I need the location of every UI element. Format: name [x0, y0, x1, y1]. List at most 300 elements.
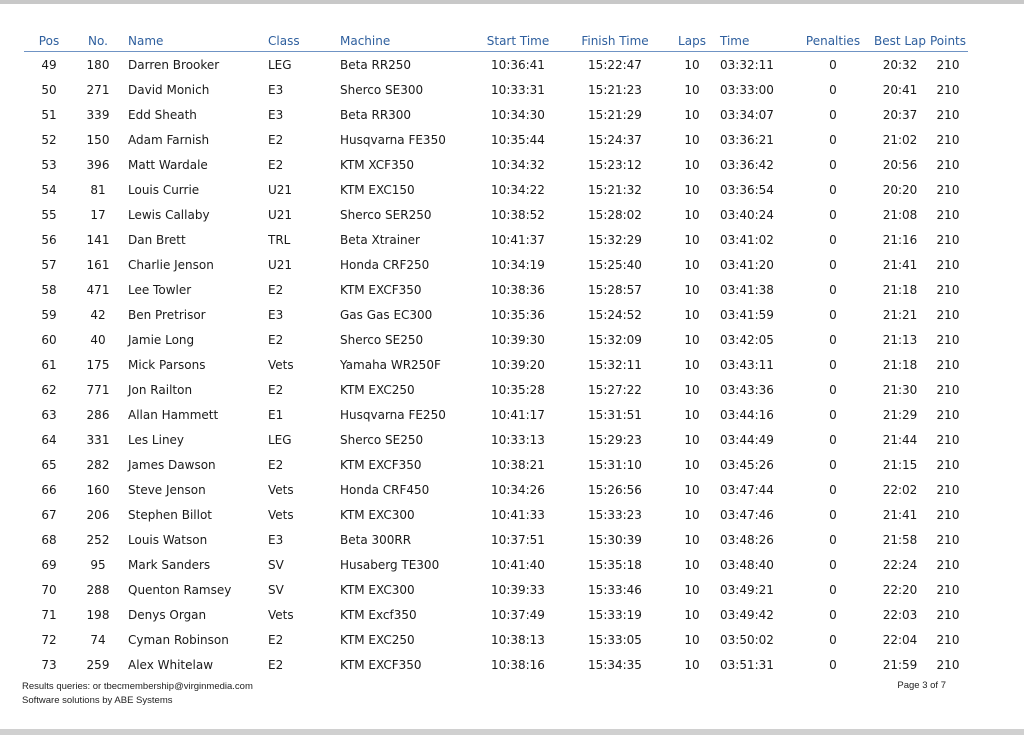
cell-penalties: 0 — [829, 307, 837, 322]
page-number: Page 3 of 7 — [897, 680, 946, 691]
cell-points: 210 — [936, 307, 960, 322]
table-row — [24, 577, 968, 602]
cell-rider-name: Jamie Long — [128, 332, 195, 347]
table-row — [24, 302, 968, 327]
cell-laps: 10 — [684, 232, 700, 247]
cell-best-lap: 21:08 — [882, 207, 918, 222]
cell-pos: 52 — [41, 132, 57, 147]
cell-rider-number: 331 — [86, 432, 110, 447]
cell-penalties: 0 — [829, 407, 837, 422]
cell-best-lap: 21:58 — [882, 532, 918, 547]
cell-laps: 10 — [684, 82, 700, 97]
cell-laps: 10 — [684, 557, 700, 572]
cell-start-time: 10:35:36 — [491, 307, 545, 322]
cell-best-lap: 20:41 — [882, 82, 918, 97]
cell-machine: Honda CRF250 — [340, 257, 430, 272]
cell-machine: Husqvarna FE350 — [340, 132, 446, 147]
cell-finish-time: 15:28:02 — [588, 207, 642, 222]
cell-machine: Beta RR300 — [340, 107, 412, 122]
cell-finish-time: 15:21:29 — [588, 107, 642, 122]
cell-best-lap: 21:13 — [882, 332, 918, 347]
cell-time: 03:47:44 — [720, 482, 774, 497]
cell-penalties: 0 — [829, 182, 837, 197]
cell-points: 210 — [936, 582, 960, 597]
cell-start-time: 10:41:40 — [491, 557, 545, 572]
cell-rider-name: Mark Sanders — [128, 557, 211, 572]
cell-penalties: 0 — [829, 557, 837, 572]
cell-rider-number: 339 — [86, 107, 110, 122]
cell-best-lap: 21:29 — [882, 407, 918, 422]
cell-rider-name: Louis Watson — [128, 532, 208, 547]
cell-finish-time: 15:32:29 — [588, 232, 642, 247]
cell-finish-time: 15:25:40 — [588, 257, 642, 272]
cell-laps: 10 — [684, 107, 700, 122]
cell-finish-time: 15:31:51 — [588, 407, 642, 422]
table-row — [24, 252, 968, 277]
cell-laps: 10 — [684, 432, 700, 447]
cell-time: 03:41:38 — [720, 282, 774, 297]
cell-pos: 49 — [41, 57, 57, 72]
cell-laps: 10 — [684, 357, 700, 372]
cell-machine: KTM Excf350 — [340, 607, 417, 622]
cell-pos: 58 — [41, 282, 57, 297]
table-row — [24, 227, 968, 252]
header-class[interactable]: Class — [268, 31, 340, 52]
cell-penalties: 0 — [829, 507, 837, 522]
cell-time: 03:47:46 — [720, 507, 774, 522]
table-row — [24, 452, 968, 477]
cell-machine: Beta Xtrainer — [340, 232, 420, 247]
cell-rider-number: 396 — [86, 157, 110, 172]
header-name[interactable]: Name — [122, 31, 268, 52]
cell-penalties: 0 — [829, 107, 837, 122]
cell-laps: 10 — [684, 307, 700, 322]
cell-points: 210 — [936, 457, 960, 472]
cell-machine: Sherco SE250 — [340, 432, 424, 447]
cell-start-time: 10:35:44 — [491, 132, 545, 147]
cell-laps: 10 — [684, 182, 700, 197]
cell-rider-number: 252 — [86, 532, 110, 547]
cell-class: LEG — [268, 57, 292, 72]
table-row — [24, 652, 968, 677]
cell-pos: 72 — [41, 632, 57, 647]
cell-class: SV — [268, 557, 284, 572]
cell-pos: 54 — [41, 182, 57, 197]
cell-pos: 57 — [41, 257, 57, 272]
cell-start-time: 10:39:30 — [491, 332, 545, 347]
cell-rider-number: 74 — [90, 632, 106, 647]
cell-points: 210 — [936, 557, 960, 572]
cell-start-time: 10:36:41 — [491, 57, 545, 72]
cell-rider-number: 160 — [86, 482, 110, 497]
cell-start-time: 10:34:22 — [491, 182, 545, 197]
cell-finish-time: 15:35:18 — [588, 557, 642, 572]
cell-penalties: 0 — [829, 232, 837, 247]
cell-points: 210 — [936, 182, 960, 197]
cell-machine: Gas Gas EC300 — [340, 307, 433, 322]
cell-rider-name: Darren Brooker — [128, 57, 220, 72]
cell-penalties: 0 — [829, 582, 837, 597]
cell-points: 210 — [936, 282, 960, 297]
cell-pos: 71 — [41, 607, 57, 622]
cell-time: 03:51:31 — [720, 657, 774, 672]
cell-time: 03:45:26 — [720, 457, 774, 472]
table-row — [24, 177, 968, 202]
cell-start-time: 10:41:33 — [491, 507, 545, 522]
cell-penalties: 0 — [829, 457, 837, 472]
cell-rider-number: 282 — [86, 457, 110, 472]
cell-rider-number: 771 — [86, 382, 110, 397]
cell-penalties: 0 — [829, 432, 837, 447]
cell-points: 210 — [936, 482, 960, 497]
cell-machine: KTM EXC300 — [340, 507, 415, 522]
table-row — [24, 77, 968, 102]
cell-best-lap: 21:41 — [882, 257, 918, 272]
cell-points: 210 — [936, 382, 960, 397]
cell-rider-number: 271 — [86, 82, 110, 97]
cell-pos: 51 — [41, 107, 57, 122]
cell-points: 210 — [936, 57, 960, 72]
cell-time: 03:43:11 — [720, 357, 774, 372]
cell-start-time: 10:33:31 — [491, 82, 545, 97]
table-row — [24, 602, 968, 627]
cell-pos: 68 — [41, 532, 57, 547]
cell-finish-time: 15:21:23 — [588, 82, 642, 97]
cell-start-time: 10:41:17 — [491, 407, 545, 422]
cell-rider-number: 95 — [90, 557, 106, 572]
table-row — [24, 377, 968, 402]
cell-best-lap: 21:41 — [882, 507, 918, 522]
cell-rider-name: Matt Wardale — [128, 157, 208, 172]
cell-points: 210 — [936, 107, 960, 122]
cell-machine: Sherco SE250 — [340, 332, 424, 347]
cell-class: E2 — [268, 382, 284, 397]
cell-class: E2 — [268, 132, 284, 147]
cell-start-time: 10:39:33 — [491, 582, 545, 597]
cell-rider-number: 17 — [90, 207, 106, 222]
cell-machine: KTM EXC300 — [340, 582, 415, 597]
cell-rider-name: Edd Sheath — [128, 107, 197, 122]
cell-start-time: 10:34:26 — [491, 482, 545, 497]
cell-laps: 10 — [684, 582, 700, 597]
cell-penalties: 0 — [829, 82, 837, 97]
table-row — [24, 127, 968, 152]
cell-rider-name: Mick Parsons — [128, 357, 206, 372]
cell-rider-name: Allan Hammett — [128, 407, 219, 422]
cell-rider-name: Charlie Jenson — [128, 257, 214, 272]
cell-best-lap: 22:04 — [882, 632, 918, 647]
cell-machine: KTM EXCF350 — [340, 457, 422, 472]
cell-best-lap: 20:37 — [882, 107, 918, 122]
cell-class: E2 — [268, 282, 284, 297]
cell-rider-name: Alex Whitelaw — [128, 657, 214, 672]
cell-start-time: 10:35:28 — [491, 382, 545, 397]
cell-finish-time: 15:29:23 — [588, 432, 642, 447]
header-pos[interactable]: Pos — [24, 31, 74, 52]
cell-machine: KTM EXCF350 — [340, 282, 422, 297]
cell-finish-time: 15:34:35 — [588, 657, 642, 672]
cell-machine: KTM XCF350 — [340, 157, 414, 172]
cell-machine: Sherco SE300 — [340, 82, 424, 97]
cell-finish-time: 15:30:39 — [588, 532, 642, 547]
cell-penalties: 0 — [829, 282, 837, 297]
cell-finish-time: 15:21:32 — [588, 182, 642, 197]
cell-rider-number: 81 — [90, 182, 106, 197]
cell-class: SV — [268, 582, 284, 597]
cell-laps: 10 — [684, 407, 700, 422]
cell-time: 03:50:02 — [720, 632, 774, 647]
cell-start-time: 10:38:36 — [491, 282, 545, 297]
cell-best-lap: 21:59 — [882, 657, 918, 672]
cell-laps: 10 — [684, 457, 700, 472]
cell-laps: 10 — [684, 382, 700, 397]
cell-pos: 56 — [41, 232, 57, 247]
cell-rider-number: 40 — [90, 332, 106, 347]
cell-pos: 66 — [41, 482, 57, 497]
cell-rider-name: Jon Railton — [128, 382, 193, 397]
cell-points: 210 — [936, 207, 960, 222]
cell-penalties: 0 — [829, 632, 837, 647]
table-row — [24, 477, 968, 502]
cell-rider-number: 175 — [86, 357, 110, 372]
window-bottom-border — [0, 729, 1024, 735]
cell-points: 210 — [936, 82, 960, 97]
cell-rider-name: Lewis Callaby — [128, 207, 210, 222]
cell-rider-number: 471 — [86, 282, 110, 297]
cell-pos: 73 — [41, 657, 57, 672]
cell-rider-name: James Dawson — [128, 457, 216, 472]
cell-machine: KTM EXC250 — [340, 382, 415, 397]
cell-class: U21 — [268, 257, 293, 272]
cell-finish-time: 15:33:19 — [588, 607, 642, 622]
cell-time: 03:42:05 — [720, 332, 774, 347]
cell-finish-time: 15:24:37 — [588, 132, 642, 147]
cell-class: E2 — [268, 332, 284, 347]
cell-laps: 10 — [684, 282, 700, 297]
cell-machine: Beta 300RR — [340, 532, 412, 547]
cell-points: 210 — [936, 657, 960, 672]
cell-finish-time: 15:33:46 — [588, 582, 642, 597]
cell-rider-number: 288 — [86, 582, 110, 597]
cell-laps: 10 — [684, 332, 700, 347]
table-header-row — [24, 31, 968, 52]
cell-machine: Husqvarna FE250 — [340, 407, 446, 422]
cell-time: 03:44:16 — [720, 407, 774, 422]
table-row — [24, 327, 968, 352]
cell-pos: 63 — [41, 407, 57, 422]
cell-laps: 10 — [684, 532, 700, 547]
cell-rider-name: Louis Currie — [128, 182, 200, 197]
cell-best-lap: 21:18 — [882, 357, 918, 372]
cell-machine: Honda CRF450 — [340, 482, 430, 497]
cell-rider-name: Denys Organ — [128, 607, 207, 622]
cell-start-time: 10:37:49 — [491, 607, 545, 622]
results-page — [0, 4, 1024, 727]
cell-laps: 10 — [684, 507, 700, 522]
cell-laps: 10 — [684, 157, 700, 172]
cell-penalties: 0 — [829, 482, 837, 497]
cell-points: 210 — [936, 532, 960, 547]
cell-points: 210 — [936, 132, 960, 147]
table-row — [24, 352, 968, 377]
cell-points: 210 — [936, 507, 960, 522]
cell-pos: 50 — [41, 82, 57, 97]
cell-points: 210 — [936, 432, 960, 447]
cell-finish-time: 15:31:10 — [588, 457, 642, 472]
cell-laps: 10 — [684, 57, 700, 72]
cell-time: 03:41:20 — [720, 257, 774, 272]
table-row — [24, 52, 968, 78]
cell-machine: KTM EXCF350 — [340, 657, 422, 672]
cell-pos: 69 — [41, 557, 57, 572]
cell-start-time: 10:34:30 — [491, 107, 545, 122]
cell-machine: KTM EXC150 — [340, 182, 415, 197]
cell-time: 03:40:24 — [720, 207, 774, 222]
cell-start-time: 10:34:32 — [491, 157, 545, 172]
cell-time: 03:49:21 — [720, 582, 774, 597]
cell-best-lap: 22:24 — [882, 557, 918, 572]
cell-laps: 10 — [684, 632, 700, 647]
cell-rider-number: 206 — [86, 507, 110, 522]
cell-machine: KTM EXC250 — [340, 632, 415, 647]
cell-time: 03:36:54 — [720, 182, 774, 197]
cell-rider-name: David Monich — [128, 82, 210, 97]
cell-pos: 59 — [41, 307, 57, 322]
cell-laps: 10 — [684, 132, 700, 147]
cell-pos: 70 — [41, 582, 57, 597]
cell-finish-time: 15:32:09 — [588, 332, 642, 347]
header-points[interactable]: Points — [928, 31, 968, 52]
cell-best-lap: 20:56 — [882, 157, 918, 172]
cell-finish-time: 15:33:05 — [588, 632, 642, 647]
cell-machine: Sherco SER250 — [340, 207, 432, 222]
cell-class: E3 — [268, 307, 284, 322]
cell-best-lap: 21:30 — [882, 382, 918, 397]
cell-rider-name: Ben Pretrisor — [128, 307, 206, 322]
cell-time: 03:32:11 — [720, 57, 774, 72]
cell-rider-number: 259 — [86, 657, 110, 672]
cell-start-time: 10:37:51 — [491, 532, 545, 547]
header-start-time[interactable]: Start Time — [470, 31, 566, 52]
cell-class: E2 — [268, 632, 284, 647]
cell-laps: 10 — [684, 482, 700, 497]
cell-class: E2 — [268, 457, 284, 472]
cell-class: Vets — [268, 482, 294, 497]
cell-start-time: 10:34:19 — [491, 257, 545, 272]
cell-penalties: 0 — [829, 382, 837, 397]
cell-best-lap: 21:44 — [882, 432, 918, 447]
cell-rider-number: 161 — [86, 257, 110, 272]
cell-points: 210 — [936, 632, 960, 647]
cell-penalties: 0 — [829, 257, 837, 272]
cell-penalties: 0 — [829, 157, 837, 172]
cell-class: Vets — [268, 507, 294, 522]
cell-class: E3 — [268, 82, 284, 97]
cell-time: 03:43:36 — [720, 382, 774, 397]
cell-pos: 67 — [41, 507, 57, 522]
cell-finish-time: 15:24:52 — [588, 307, 642, 322]
cell-pos: 53 — [41, 157, 57, 172]
table-row — [24, 202, 968, 227]
cell-start-time: 10:33:13 — [491, 432, 545, 447]
cell-machine: Husaberg TE300 — [340, 557, 440, 572]
cell-penalties: 0 — [829, 607, 837, 622]
cell-class: U21 — [268, 182, 293, 197]
cell-best-lap: 21:18 — [882, 282, 918, 297]
cell-best-lap: 20:32 — [882, 57, 918, 72]
cell-pos: 55 — [41, 207, 57, 222]
table-row — [24, 552, 968, 577]
cell-laps: 10 — [684, 207, 700, 222]
cell-rider-name: Cyman Robinson — [128, 632, 229, 647]
cell-points: 210 — [936, 607, 960, 622]
header-time[interactable]: Time — [720, 31, 794, 52]
cell-start-time: 10:39:20 — [491, 357, 545, 372]
cell-penalties: 0 — [829, 357, 837, 372]
cell-laps: 10 — [684, 607, 700, 622]
table-row — [24, 152, 968, 177]
cell-best-lap: 21:15 — [882, 457, 918, 472]
cell-pos: 65 — [41, 457, 57, 472]
table-row — [24, 502, 968, 527]
results-queries-text: Results queries: or tbecmembership@virginmedia.com — [22, 681, 253, 692]
cell-class: E3 — [268, 532, 284, 547]
cell-time: 03:41:59 — [720, 307, 774, 322]
cell-penalties: 0 — [829, 207, 837, 222]
cell-machine: Yamaha WR250F — [340, 357, 441, 372]
cell-start-time: 10:38:21 — [491, 457, 545, 472]
header-penalties[interactable]: Penalties — [794, 31, 872, 52]
cell-class: Vets — [268, 607, 294, 622]
header-laps[interactable]: Laps — [664, 31, 720, 52]
table-row — [24, 427, 968, 452]
cell-time: 03:48:40 — [720, 557, 774, 572]
footer-credits — [22, 680, 253, 708]
results-table-body — [24, 52, 968, 678]
cell-penalties: 0 — [829, 657, 837, 672]
cell-best-lap: 22:03 — [882, 607, 918, 622]
cell-pos: 61 — [41, 357, 57, 372]
cell-time: 03:36:21 — [720, 132, 774, 147]
cell-points: 210 — [936, 407, 960, 422]
cell-finish-time: 15:32:11 — [588, 357, 642, 372]
cell-class: TRL — [268, 232, 291, 247]
cell-rider-number: 198 — [86, 607, 110, 622]
cell-class: LEG — [268, 432, 292, 447]
cell-class: E3 — [268, 107, 284, 122]
cell-finish-time: 15:33:23 — [588, 507, 642, 522]
cell-best-lap: 21:16 — [882, 232, 918, 247]
cell-start-time: 10:38:13 — [491, 632, 545, 647]
cell-finish-time: 15:28:57 — [588, 282, 642, 297]
cell-rider-name: Stephen Billot — [128, 507, 213, 522]
cell-rider-name: Quenton Ramsey — [128, 582, 232, 597]
cell-points: 210 — [936, 257, 960, 272]
table-row — [24, 527, 968, 552]
cell-rider-number: 42 — [90, 307, 106, 322]
cell-time: 03:33:00 — [720, 82, 774, 97]
cell-class: Vets — [268, 357, 294, 372]
cell-finish-time: 15:27:22 — [588, 382, 642, 397]
header-best-lap[interactable]: Best Lap — [872, 31, 928, 52]
header-machine[interactable]: Machine — [340, 31, 470, 52]
cell-rider-number: 141 — [86, 232, 110, 247]
cell-class: E2 — [268, 657, 284, 672]
header-no[interactable]: No. — [74, 31, 122, 52]
cell-finish-time: 15:26:56 — [588, 482, 642, 497]
cell-penalties: 0 — [829, 57, 837, 72]
header-finish-time[interactable]: Finish Time — [566, 31, 664, 52]
